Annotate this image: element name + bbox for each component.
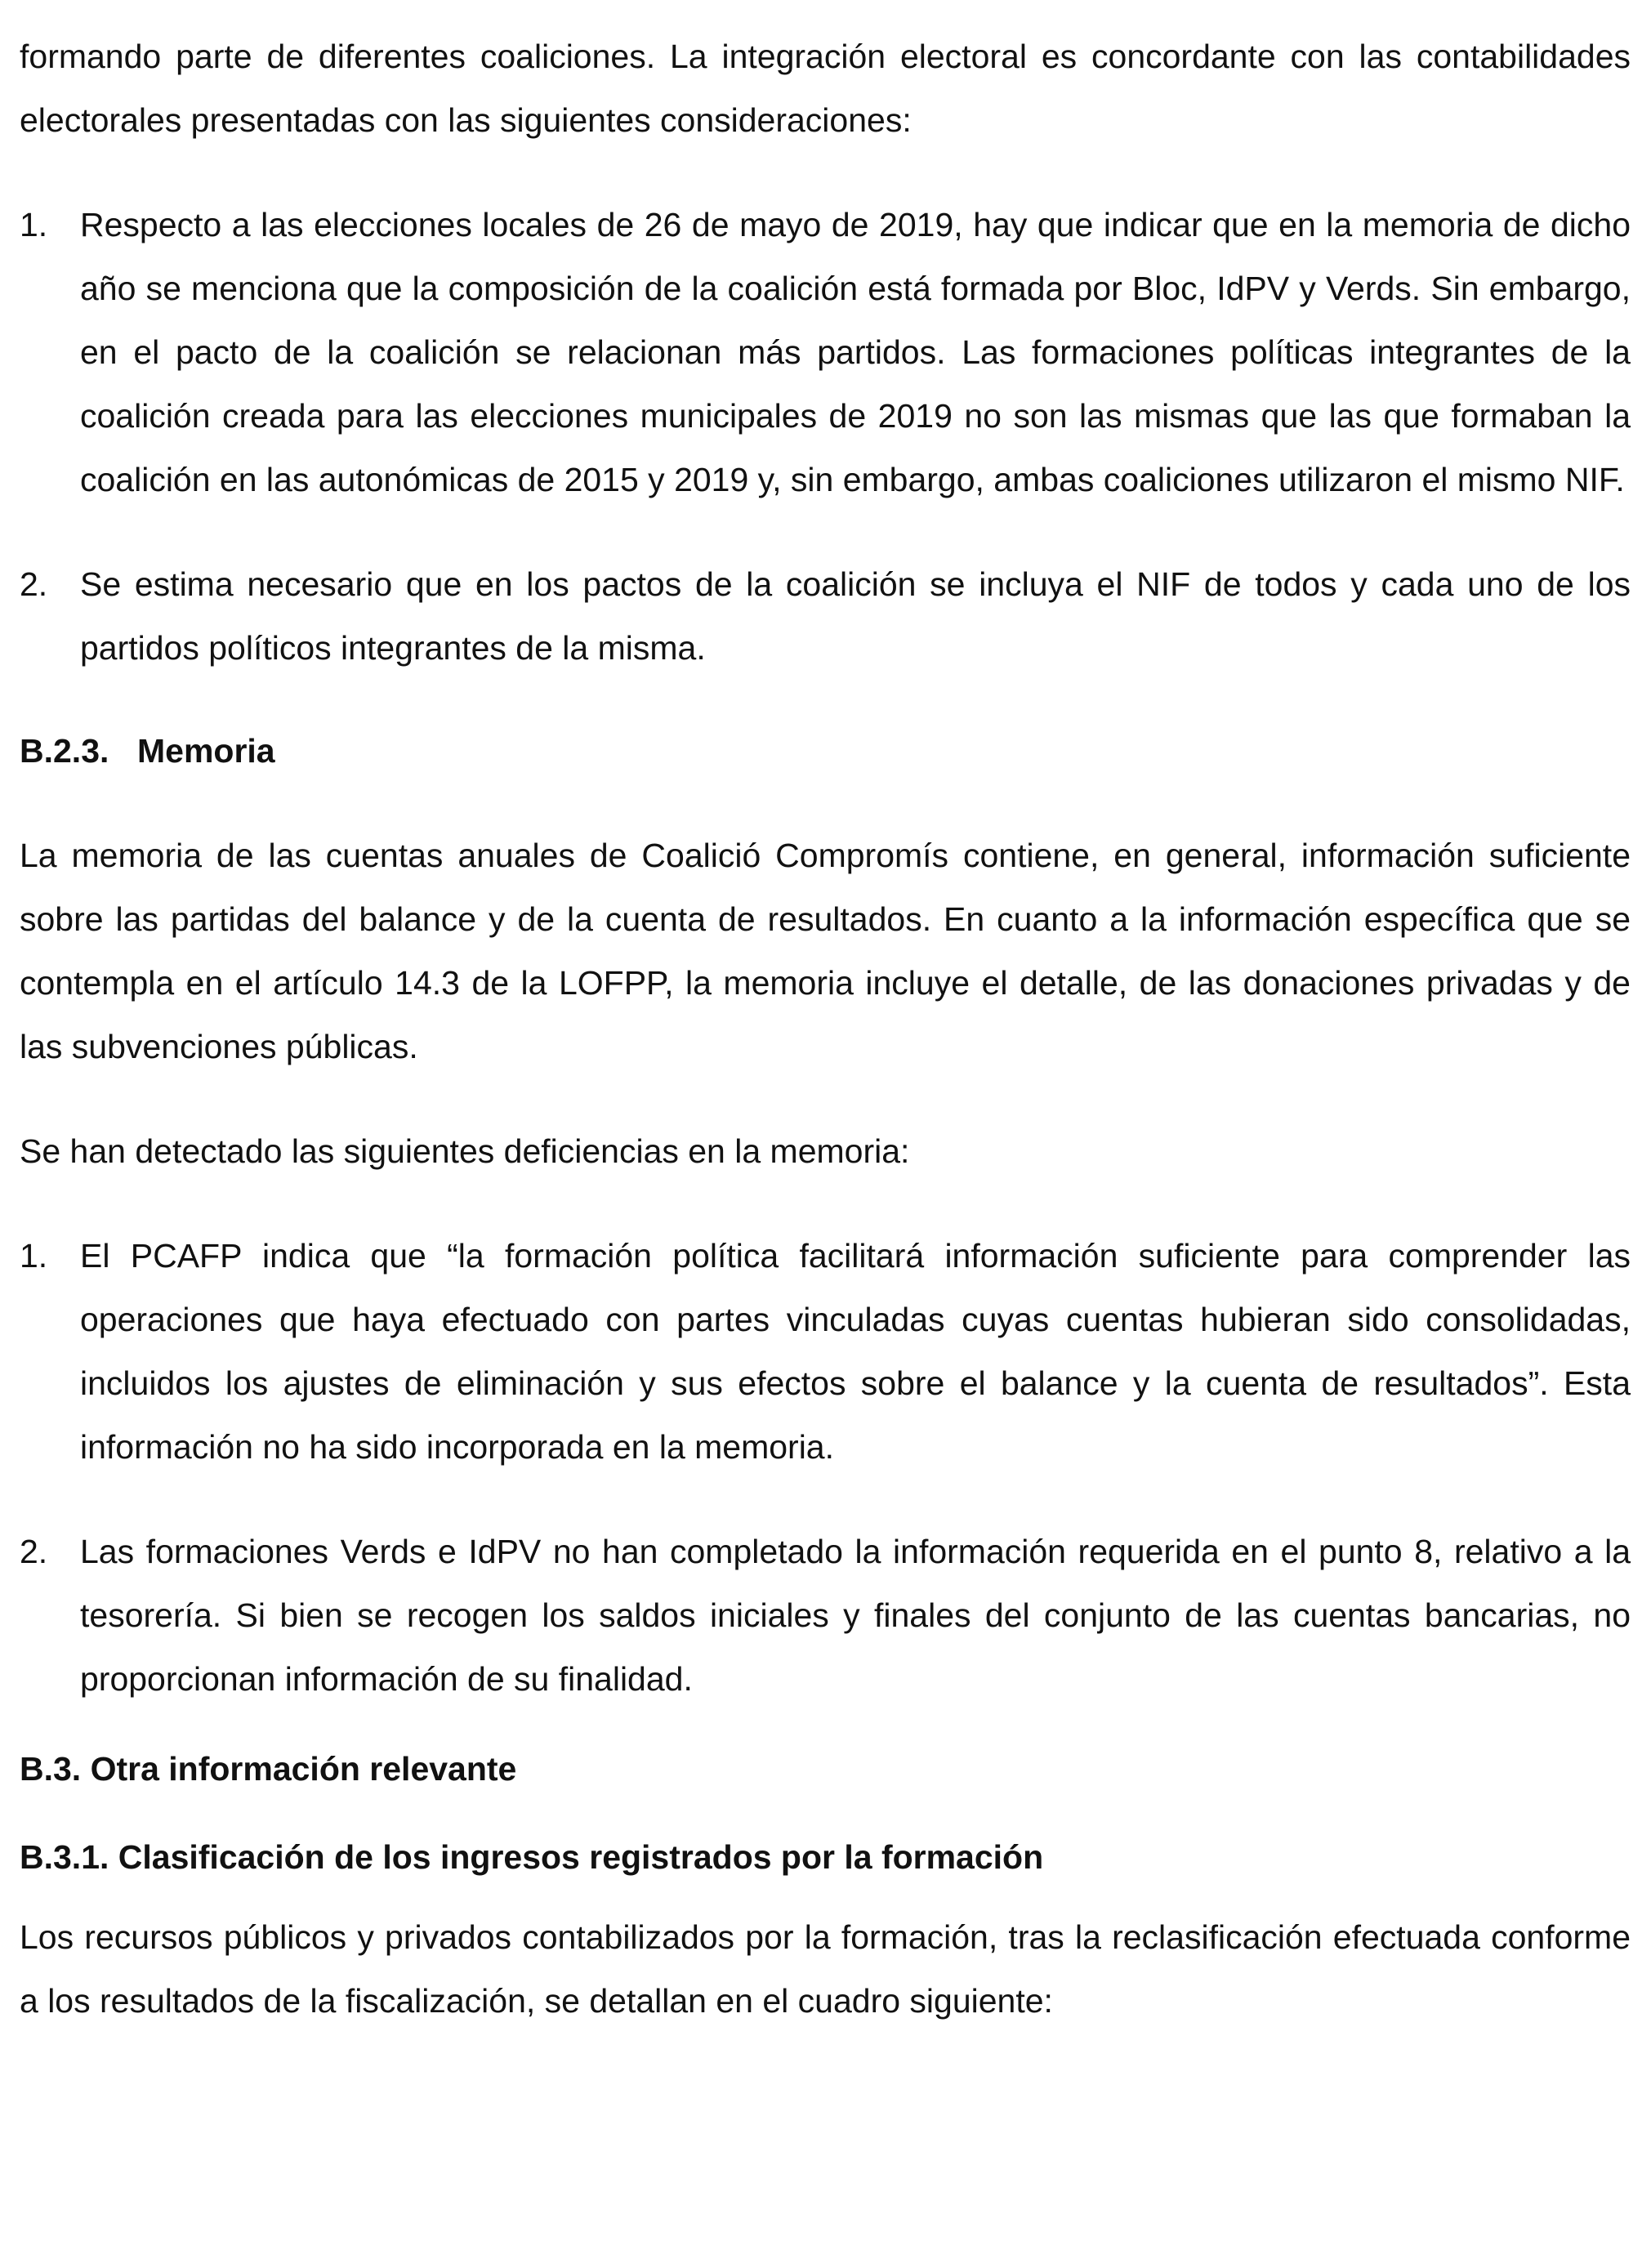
list-number: 1. — [20, 206, 48, 243]
section-heading-memoria — [20, 719, 1631, 783]
list-item — [20, 193, 1631, 511]
list-number: 2. — [20, 565, 48, 603]
list-item — [20, 1224, 1631, 1479]
list-item-text: Respecto a las elecciones locales de 26 de mayo de 2019, hay que indicar que en la memoria de dicho año se menciona que la composición de la coalición está formada por Bloc, IdPV y Verds. Sin embargo, en el pacto de la coalición se relacionan más partidos. Las formaciones políticas integrantes de la coalición creada para las elecciones municipales de 2019 no son las mismas que las que formaban la coalición en las autonómicas de 2015 y 2019 y, sin embargo, ambas coaliciones utilizaron el mismo NIF. — [80, 206, 1631, 498]
considerations-list — [20, 193, 1631, 680]
memoria-paragraph: La memoria de las cuentas anuales de Coalició Compromís contiene, en general, información suficiente sobre las partidas del balance y de la cuenta de resultados. En cuanto a la información específica que se contempla en el artículo 14.3 de la LOFPP, la memoria incluye el detalle, de las donaciones privadas y de las subvenciones públicas. — [20, 837, 1631, 1065]
section-title: Memoria — [137, 732, 275, 770]
list-number: 1. — [20, 1237, 48, 1275]
section-heading-otra-informacion: B.3. Otra información relevante — [20, 1750, 517, 1788]
section-heading-clasificacion: B.3.1. Clasificación de los ingresos registrados por la formación — [20, 1838, 1044, 1876]
deficiencies-list — [20, 1224, 1631, 1711]
list-item-text: Las formaciones Verds e IdPV no han completado la información requerida en el punto 8, relativo a la tesorería. Si bien se recogen los saldos iniciales y finales del conjunto de las cuentas bancarias, no proporcionan información de su finalidad. — [80, 1533, 1631, 1698]
list-item — [20, 552, 1631, 680]
list-item-text: Se estima necesario que en los pactos de la coalición se incluya el NIF de todos y cada uno de los partidos políticos integrantes de la misma. — [80, 565, 1631, 667]
list-item — [20, 1520, 1631, 1711]
list-item-text: El PCAFP indica que “la formación política facilitará información suficiente para comprender las operaciones que haya efectuado con partes vinculadas cuyas cuentas hubieran sido consolidadas, incluidos los ajustes de eliminación y sus efectos sobre el balance y la cuenta de resultados”. Esta información no ha sido incorporada en la memoria. — [80, 1237, 1631, 1466]
list-number: 2. — [20, 1533, 48, 1570]
document-page — [20, 25, 1631, 2033]
section-number: B.2.3. — [20, 732, 109, 770]
intro-paragraph: formando parte de diferentes coaliciones. La integración electoral es concordante con las contabilidades electorales presentadas con las siguientes consideraciones: — [20, 38, 1631, 139]
deficiencies-intro: Se han detectado las siguientes deficiencias en la memoria: — [20, 1132, 910, 1170]
clasificacion-paragraph: Los recursos públicos y privados contabilizados por la formación, tras la reclasificación efectuada conforme a los resultados de la fiscalización, se detallan en el cuadro siguiente: — [20, 1918, 1631, 2020]
